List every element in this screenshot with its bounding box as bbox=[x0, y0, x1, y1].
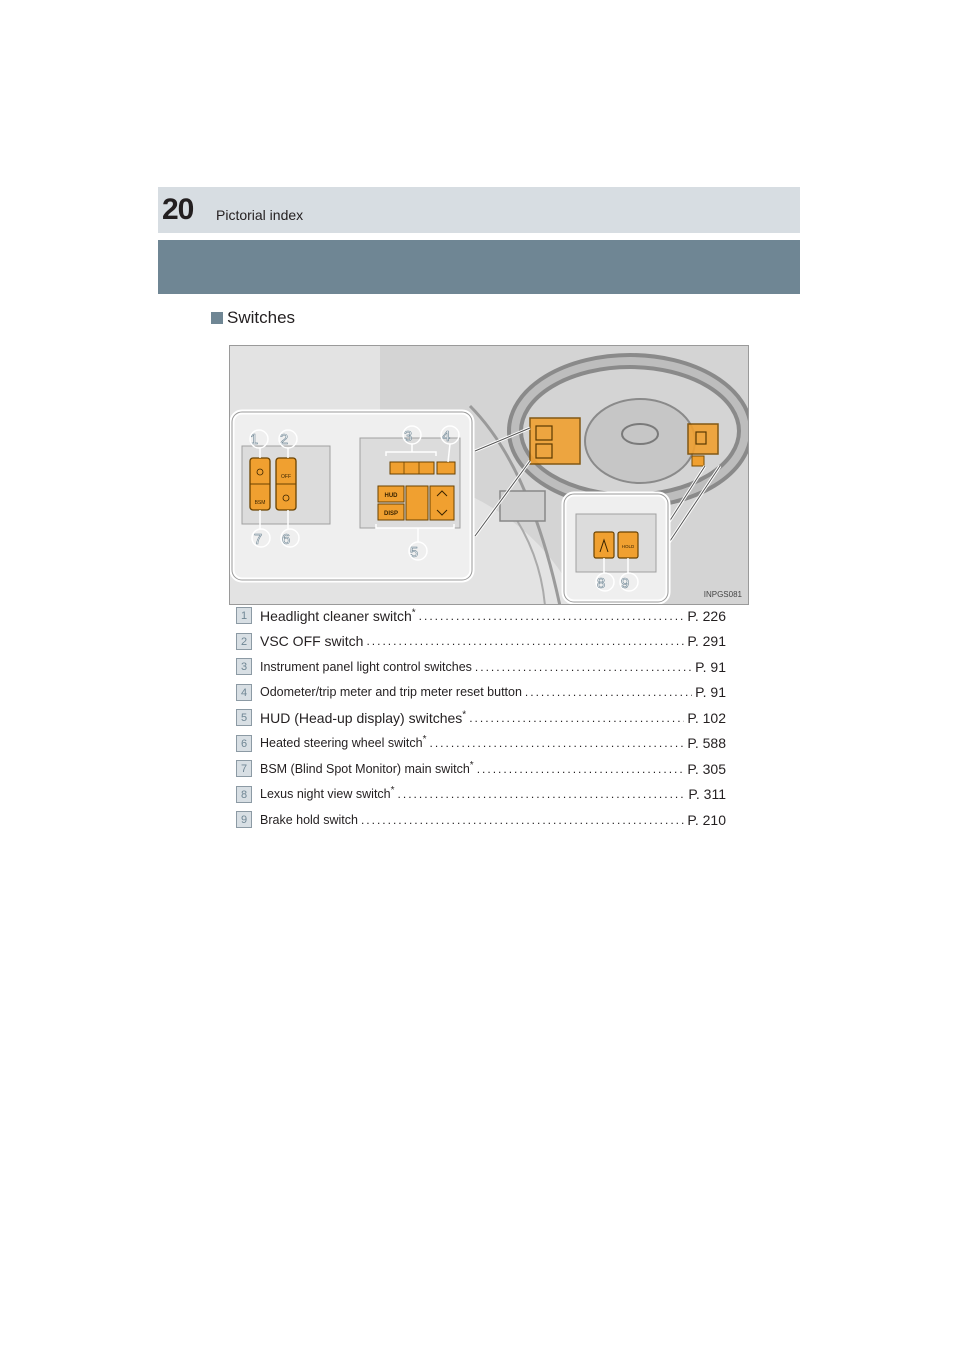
item-number-badge: 9 bbox=[236, 811, 252, 828]
page-reference[interactable]: P. 226 bbox=[687, 607, 726, 624]
callout-2: 2 bbox=[279, 431, 289, 448]
subsection-heading bbox=[211, 305, 295, 331]
list-item bbox=[236, 654, 726, 680]
item-number-badge: 2 bbox=[236, 633, 252, 650]
callout-3: 3 bbox=[403, 428, 413, 445]
leader-dots bbox=[361, 813, 684, 827]
list-item bbox=[236, 629, 726, 655]
hold-switch-text: HOLD bbox=[621, 544, 635, 549]
item-number-badge: 6 bbox=[236, 735, 252, 752]
leader-dots bbox=[398, 787, 686, 801]
switch-reference-list bbox=[236, 603, 726, 833]
list-item bbox=[236, 603, 726, 629]
section-title: Pictorial index bbox=[216, 207, 304, 223]
page-reference[interactable]: P. 588 bbox=[687, 735, 726, 752]
leader-dots bbox=[366, 634, 684, 648]
item-number-badge: 3 bbox=[236, 658, 252, 675]
list-item bbox=[236, 807, 726, 833]
callout-8: 8 bbox=[596, 575, 606, 592]
item-number-badge: 1 bbox=[236, 607, 252, 624]
callout-6: 6 bbox=[281, 531, 291, 548]
figure-code: INPGS081 bbox=[703, 590, 742, 599]
leader-dots bbox=[525, 685, 692, 699]
off-switch-text: OFF bbox=[281, 474, 291, 480]
list-item bbox=[236, 731, 726, 757]
callout-5: 5 bbox=[409, 544, 419, 561]
page-reference[interactable]: P. 102 bbox=[687, 709, 726, 726]
item-label: BSM (Blind Spot Monitor) main switch* bbox=[260, 759, 474, 776]
bsm-switch-text: BSM bbox=[254, 500, 266, 506]
list-item bbox=[236, 705, 726, 731]
page-number: 20 bbox=[162, 193, 194, 226]
page-reference[interactable]: P. 210 bbox=[687, 811, 726, 828]
leader-dots bbox=[430, 736, 685, 750]
item-label: Instrument panel light control switches bbox=[260, 659, 472, 674]
page-reference[interactable]: P. 311 bbox=[688, 786, 726, 803]
switches-illustration bbox=[229, 345, 749, 605]
callout-7: 7 bbox=[253, 531, 263, 548]
item-number-badge: 5 bbox=[236, 709, 252, 726]
item-label: HUD (Head-up display) switches* bbox=[260, 709, 467, 726]
list-item bbox=[236, 680, 726, 706]
page-reference[interactable]: P. 91 bbox=[695, 684, 726, 701]
callout-1: 1 bbox=[249, 431, 259, 448]
square-bullet-icon bbox=[211, 312, 223, 324]
item-label: Brake hold switch bbox=[260, 812, 358, 827]
callout-4: 4 bbox=[441, 428, 451, 445]
hud-switch-text: HUD bbox=[384, 493, 398, 499]
page-reference[interactable]: P. 291 bbox=[687, 633, 726, 650]
item-label: Headlight cleaner switch* bbox=[260, 607, 416, 624]
callout-9: 9 bbox=[620, 575, 630, 592]
leader-dots bbox=[477, 762, 685, 776]
item-label: Lexus night view switch* bbox=[260, 785, 395, 802]
page-header bbox=[158, 187, 800, 233]
page-reference[interactable]: P. 91 bbox=[695, 658, 726, 675]
disp-switch-text: DISP bbox=[383, 511, 399, 517]
item-label: Odometer/trip meter and trip meter reset button bbox=[260, 685, 522, 700]
list-item bbox=[236, 782, 726, 808]
list-item bbox=[236, 756, 726, 782]
leader-dots bbox=[469, 711, 684, 725]
item-number-badge: 8 bbox=[236, 786, 252, 803]
leader-dots bbox=[475, 660, 692, 674]
item-number-badge: 7 bbox=[236, 760, 252, 777]
item-label: Heated steering wheel switch* bbox=[260, 734, 427, 751]
header-band bbox=[158, 240, 800, 294]
subsection-title: Switches bbox=[227, 308, 296, 327]
item-number-badge: 4 bbox=[236, 684, 252, 701]
item-label: VSC OFF switch bbox=[260, 633, 364, 650]
dashboard-drawing bbox=[230, 346, 749, 605]
leader-dots bbox=[419, 609, 685, 623]
page-reference[interactable]: P. 305 bbox=[687, 760, 726, 777]
